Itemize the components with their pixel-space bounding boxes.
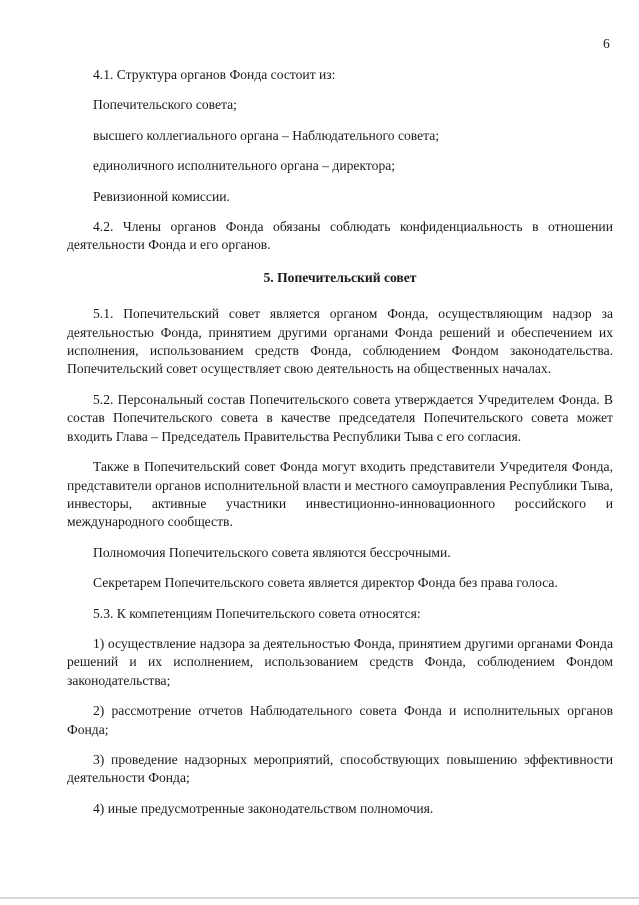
list-item-board: Попечительского совета; [93,97,237,113]
section-title-5: 5. Попечительский совет [263,269,417,285]
list-item-audit: Ревизионной комиссии. [93,188,230,204]
competence-item-4: 4) иные предусмотренные законодательством полномочия. [93,800,434,816]
paragraph-4-1: 4.1. Структура органов Фонда состоит из: [93,67,336,82]
paragraph-5-2: 5.2. Персональный состав Попечительского совета утверждается Учредителем Фонда. В состав Попечительского совета в качестве председателя Попечительского совета может входить Глава – Председатель Правительства Республики Тыва с его согласия. [67,391,613,444]
paragraph-powers: Полномочия Попечительского совета являются бессрочными. [93,544,451,560]
competence-item-2: 2) рассмотрение отчетов Наблюдательного совета Фонда и исполнительных органов Фонда; [67,703,613,737]
competence-item-1: 1) осуществление надзора за деятельностью Фонда, принятием другими органами Фонда решений и их исполнением, использованием средств Фонда, соблюдением Фондом законодательства; [67,635,613,688]
competence-item-3: 3) проведение надзорных мероприятий, способствующих повышению эффективности деятельности Фонда; [67,751,613,786]
list-item-supervisory: высшего коллегиального органа – Наблюдательного совета; [93,127,440,143]
list-item-director: единоличного исполнительного органа – директора; [93,158,396,174]
document-body [67,66,613,830]
page-number: 6 [603,36,610,51]
paragraph-also: Также в Попечительский совет Фонда могут входить представители Учредителя Фонда, представители органов исполнительной власти и местного самоуправления Республики Тыва, инвесторы, активные участники инвестиционно-инновационного российского и международного сообществ. [67,459,613,530]
paragraph-5-3: 5.3. К компетенциям Попечительского совета относятся: [93,605,421,621]
paragraph-4-2: 4.2. Члены органов Фонда обязаны соблюдать конфиденциальность в отношении деятельности Фонда и его органов. [67,219,613,253]
paragraph-5-1: 5.1. Попечительский совет является органом Фонда, осуществляющим надзор за деятельностью Фонда, принятием другими органами Фонда решений и обеспечением их исполнения, использованием средств Фонда, соблюдением Фондом законодательства. Попечительский совет осуществляет свою деятельность на общественных началах. [67,306,613,377]
scan-edge-rule [0,897,639,899]
paragraph-secretary: Секретарем Попечительского совета является директор Фонда без права голоса. [93,575,558,591]
